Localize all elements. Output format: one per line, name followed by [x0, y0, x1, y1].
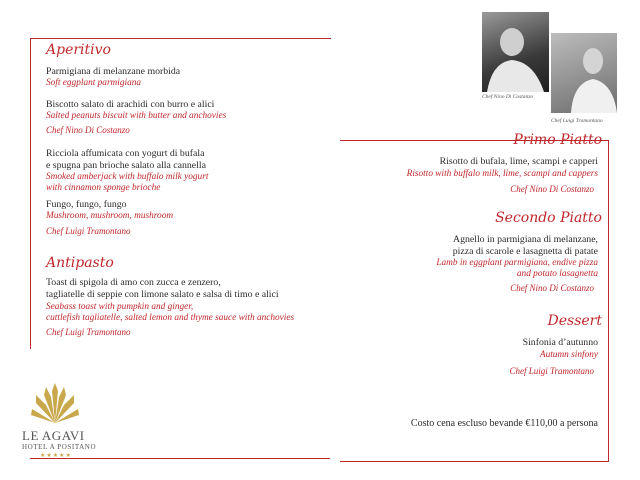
dish-translation: Seabass toast with pumpkin and ginger, [46, 302, 194, 312]
agave-logo-icon [30, 381, 80, 425]
dish-name: tagliatelle di seppie con limone salato e salsa di timo e alici [46, 289, 279, 300]
chef-signature: Chef Nino Di Costanzo [510, 283, 594, 293]
dish-name: Toast di spigola di amo con zucca e zenzero, [46, 277, 221, 288]
dish-name: Agnello in parmigiana di melanzane, [453, 234, 598, 245]
chef-signature: Chef Nino Di Costanzo [46, 125, 130, 135]
dish-translation: with cinnamon sponge brioche [46, 183, 161, 193]
dish-translation: Risotto with buffalo milk, lime, scampi and cappers [406, 169, 598, 179]
left-bottom-rule [30, 458, 330, 459]
dish-name: Ricciola affumicata con yogurt di bufala [46, 148, 205, 159]
chef-photo-nino [482, 12, 549, 92]
dish-name: Sinfonia d’autunno [522, 337, 598, 348]
section-title-antipasto: Antipasto [46, 255, 114, 271]
chef-photo-luigi [551, 33, 617, 113]
dish-translation: Salted peanuts biscuit with butter and anchovies [46, 111, 227, 121]
dish-translation: and potato lasagnetta [516, 269, 598, 279]
price-note: Costo cena escluso bevande €110,00 a persona [410, 418, 598, 429]
left-frame-line [30, 38, 31, 348]
photo-caption: Chef Luigi Tramontano [551, 118, 603, 124]
dish-translation: Lamb in eggplant parmigiana, endive pizza [436, 258, 598, 268]
section-title-secondo: Secondo Piatto [495, 210, 602, 226]
chef-signature: Chef Luigi Tramontano [509, 366, 594, 376]
dish-name: Fungo, fungo, fungo [46, 199, 127, 210]
dish-translation: Mushroom, mushroom, mushroom [46, 211, 174, 221]
dish-translation: cuttlefish tagliatelle, salted lemon and thyme sauce with anchovies [46, 313, 295, 323]
section-title-dessert: Dessert [547, 313, 602, 329]
chef-signature: Chef Luigi Tramontano [46, 226, 131, 236]
dish-translation: Autumn sinfony [539, 350, 598, 360]
dish-name: e spugna pan brioche salato alla cannella [46, 160, 206, 171]
dish-name: Biscotto salato di arachidi con burro e alici [46, 99, 215, 110]
logo-name: LE AGAVI [22, 428, 85, 443]
dish-name: Risotto di bufala, lime, scampi e capperi [439, 156, 598, 167]
dish-translation: Smoked amberjack with buffalo milk yogurt [46, 172, 209, 182]
logo-stars: ★★★★★ [40, 453, 72, 459]
dish-translation: Soft eggplant parmigiana [46, 78, 142, 88]
section-title-aperitivo: Aperitivo [46, 42, 111, 58]
dish-name: Parmigiana di melanzane morbida [46, 66, 181, 77]
logo-subtitle: HOTEL A POSITANO [22, 443, 97, 451]
chef-signature: Chef Luigi Tramontano [46, 327, 131, 337]
chef-signature: Chef Nino Di Costanzo [510, 184, 594, 194]
dish-name: pizza di scarole e lasagnetta di patate [452, 246, 598, 257]
photo-caption: Chef Nino Di Costanzo [482, 94, 534, 100]
section-title-primo: Primo Piatto [513, 132, 602, 148]
